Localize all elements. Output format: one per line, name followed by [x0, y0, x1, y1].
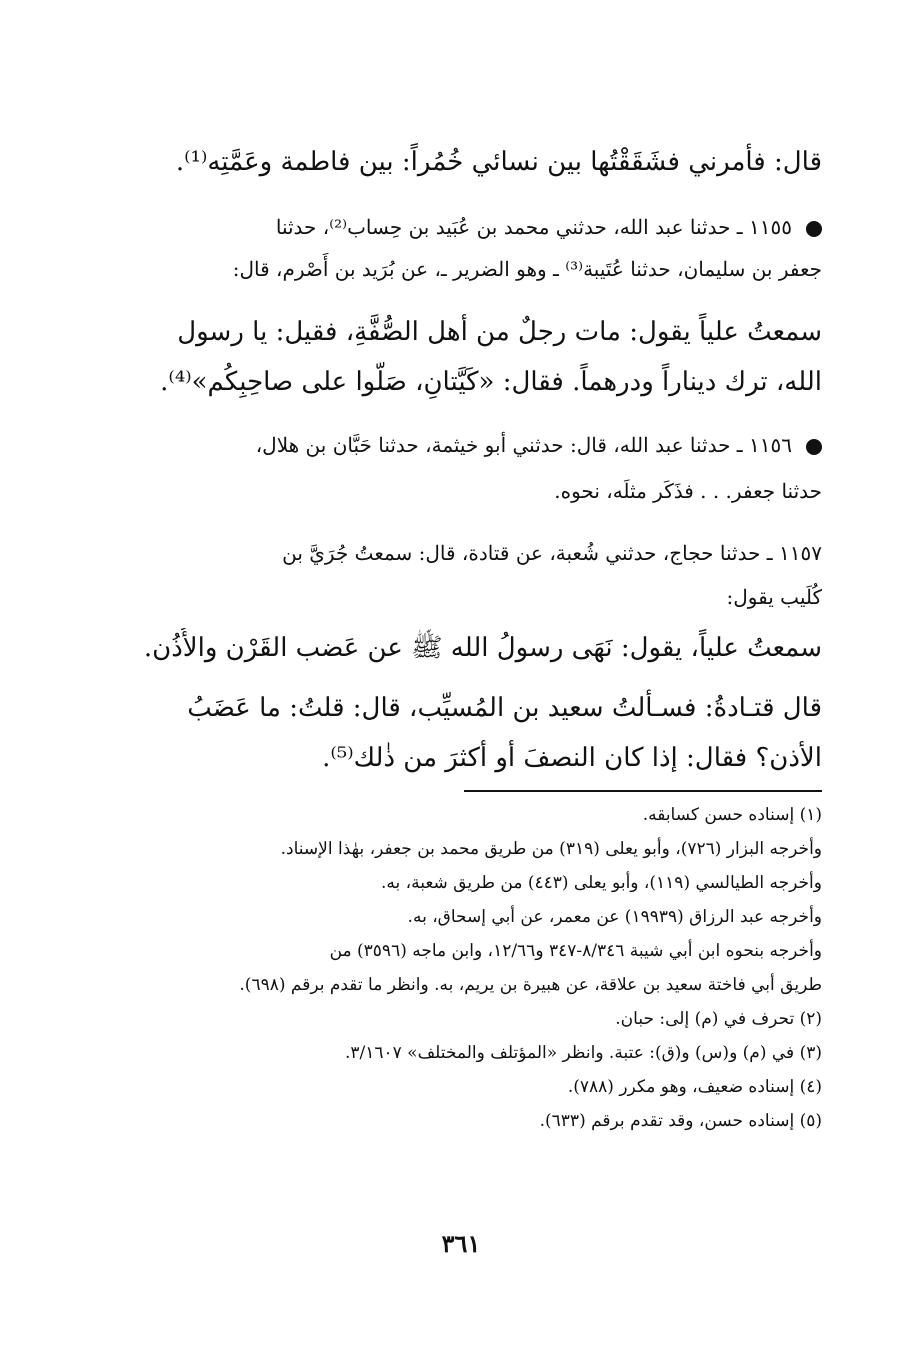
text-line: حدثنا جعفر. . . فذَكَر مثلَه، نحوه.	[554, 479, 822, 503]
bullet-dot-icon	[806, 221, 822, 237]
hadith-header-line	[118, 210, 822, 244]
bullet-dot-icon	[806, 439, 822, 455]
footnote-line: (٤) إسناده ضعيف، وهو مكرر (٧٨٨).	[567, 1077, 822, 1097]
footnote-line: (٢) تحرف في (م) إلى: حبان.	[615, 1009, 822, 1029]
text-line: كُلَيب يقول:	[726, 585, 822, 609]
text-line: سمعتُ علياً، يقول: نَهَى رسولُ الله ﷺ عن عَضب القَرْن والأُذُن.	[143, 633, 822, 663]
text-line: الله، ترك ديناراً ودرهماً. فقال: «كَيَّتانِ، صَلُّوا على صاحِبِكُم»⁽⁴⁾.	[160, 367, 822, 397]
text-line: ١١٥٧ ـ حدثنا حجاج، حدثني شُعبة، عن قتادة، قال: سمعتُ جُرَيَّ بن	[282, 541, 822, 565]
footnote-line: وأخرجه عبد الرزاق (١٩٩٣٩) عن معمر، عن أبي إسحاق، به.	[407, 907, 822, 927]
text-line: جعفر بن سليمان، حدثنا عُتَيبة⁽³⁾ ـ وهو الضرير ـ، عن بُرَيد بن أَصْرم، قال:	[232, 257, 822, 281]
footnote-line: وأخرجه البزار (٧٢٦)، وأبو يعلى (٣١٩) من طريق محمد بن جعفر، بهٰذا الإسناد.	[280, 839, 822, 859]
hadith-header-text: ١١٥٦ ـ حدثنا عبد الله، قال: حدثني أبو خيثمة، حدثنا حَبَّان بن هلال،	[255, 433, 792, 457]
hadith-header-line	[118, 428, 822, 462]
text-line: قال قتـادةُ: فسـألتُ سعيد بن المُسيِّب، قال: قلتُ: ما عَضَبُ	[187, 693, 822, 723]
footnote-line: وأخرجه الطيالسي (١١٩)، وأبو يعلى (٤٤٣) من طريق شعبة، به.	[380, 873, 822, 893]
footnote-line: (١) إسناده حسن كسابقه.	[642, 805, 822, 825]
footnote-line: (٣) في (م) و(س) و(ق): عتبة. وانظر «المؤتلف والمختلف» ٣/١٦٠٧.	[344, 1043, 822, 1063]
footnote-line: (٥) إسناده حسن، وقد تقدم برقم (٦٣٣).	[539, 1111, 822, 1131]
page-number: ٣٦١	[441, 1229, 481, 1258]
text-line: سمعتُ علياً يقول: مات رجلٌ من أهل الصُّفَّةِ، فقيل: يا رسول	[177, 317, 822, 347]
text-line: الأذن؟ فقال: إذا كان النصفَ أو أكثرَ من ذٰلك⁽⁵⁾.	[322, 743, 822, 773]
text-line: قال: فأمرني فشَقَقْتُها بين نسائي خُمُراً: بين فاطمة وعَمَّتِه⁽¹⁾.	[175, 147, 822, 177]
hadith-header-text: ١١٥٥ ـ حدثنا عبد الله، حدثني محمد بن عُبَيد بن حِساب⁽²⁾، حدثنا	[275, 215, 792, 239]
footnote-line: وأخرجه بنحوه ابن أبي شيبة ٨/٣٤٦-٣٤٧ و١٢/٦٦، وابن ماجه (٣٥٩٦) من	[329, 941, 822, 961]
footnote-line: طريق أبي فاختة سعيد بن علاقة، عن هبيرة بن يريم، به. وانظر ما تقدم برقم (٦٩٨).	[239, 975, 822, 995]
footnote-separator	[464, 790, 822, 792]
